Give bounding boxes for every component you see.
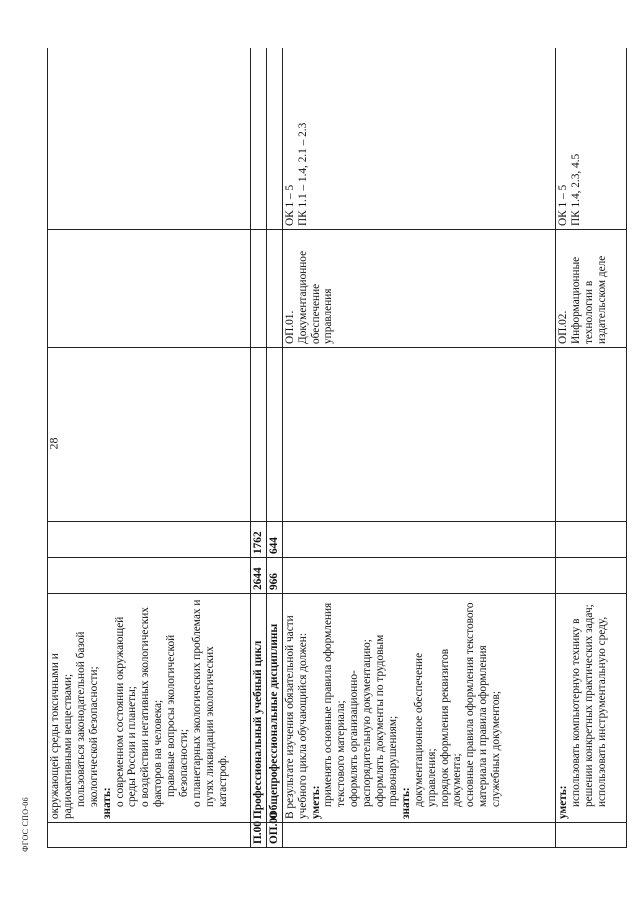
- cell-hours-total: 966: [266, 558, 282, 594]
- cell-content: [556, 594, 627, 823]
- cell-index: [556, 823, 627, 848]
- content-line: В результате изучения обязательной части учебного цикла обучающийся должен:: [283, 615, 309, 819]
- content-line: знать:: [100, 787, 113, 819]
- cell-index: [282, 823, 555, 848]
- content-line: уметь:: [557, 785, 570, 819]
- cell-hours-total: [556, 558, 627, 594]
- cell-empty: [282, 348, 555, 522]
- cell-index: [48, 823, 251, 848]
- cell-hours-required: 1762: [250, 522, 266, 558]
- content-line: окружающей среды токсичными и радиоактивными веществами;: [49, 653, 74, 819]
- cell-hours-required: [48, 522, 251, 558]
- cell-competencies: [266, 48, 282, 230]
- cell-hours-required: [556, 522, 627, 558]
- table-row-prof-cycle: [250, 48, 266, 848]
- cell-index: П.00: [250, 823, 266, 848]
- cell-empty: [48, 348, 251, 522]
- curriculum-table: [47, 48, 627, 848]
- table-body: [48, 48, 627, 848]
- content-line: применять основные правила оформления текстового материала;: [322, 602, 348, 807]
- cell-content: [48, 594, 251, 823]
- page-number: 28: [46, 437, 61, 450]
- cell-empty: [556, 348, 627, 522]
- table-row-ecology-continued: [48, 48, 251, 848]
- cell-competencies: [48, 48, 251, 230]
- content-line: о современном состоянии окружающей среды России и планеты;: [113, 616, 139, 807]
- content-line: использовать инструментальную среду,: [595, 616, 608, 807]
- cell-hours-total: [48, 558, 251, 594]
- content-line: использовать компьютерную технику в решении конкретных практических задач;: [569, 604, 595, 807]
- content-line: уметь:: [309, 785, 322, 819]
- footer-code: ФГОС СПО-06: [20, 797, 30, 852]
- content-line: правовые вопросы экологической безопасности;: [165, 634, 191, 797]
- cell-discipline: ОП.02. Информационные технологии в издательском деле: [556, 230, 627, 348]
- cell-discipline: ОП.01. Документационное обеспечение управления: [282, 230, 555, 348]
- cell-hours-total: 2644: [250, 558, 266, 594]
- cell-empty: [266, 348, 282, 522]
- table-row-op02: [556, 48, 627, 848]
- table-row-general-prof: [266, 48, 282, 848]
- cell-competencies: ОК 1 – 5 ПК 1.1 – 1.4, 2.1 – 2.3: [282, 48, 555, 230]
- curriculum-table-landscape: [47, 48, 627, 848]
- cell-index: ОП.00: [266, 823, 282, 848]
- cell-discipline: [266, 230, 282, 348]
- cell-content: Профессиональный учебный цикл: [250, 594, 266, 823]
- cell-hours-total: [282, 558, 555, 594]
- table-row-op01: [282, 48, 555, 848]
- content-line: оформлять документы по трудовым правонарушениям;: [374, 634, 399, 807]
- cell-competencies: [250, 48, 266, 230]
- cell-content: [282, 594, 555, 823]
- content-line: порядок оформления реквизитов документа;: [438, 648, 464, 807]
- content-line: знать:: [399, 787, 412, 819]
- cell-hours-required: [282, 522, 555, 558]
- content-line: документационное обеспечение управления;: [412, 652, 438, 807]
- content-line: о воздействии негативных экологических факторов на человека;: [139, 607, 165, 807]
- content-line: оформлять организационно-распорядительную документацию;: [348, 639, 374, 807]
- cell-hours-required: 644: [266, 522, 282, 558]
- rotated-table-frame: [47, 48, 627, 848]
- content-line: о планетарных экологических проблемах и путях ликвидации экологических катастроф.: [190, 599, 229, 807]
- cell-discipline: [250, 230, 266, 348]
- content-line: пользоваться законодательной базой экологической безопасности;: [74, 631, 100, 807]
- cell-content: Общепрофессиональные дисциплины: [266, 594, 282, 823]
- content-line: основные правила оформления текстового материала и правила оформления служебных документов;: [464, 602, 503, 807]
- cell-discipline: [48, 230, 251, 348]
- cell-competencies: ОК 1 – 5 ПК 1.4, 2.3, 4.5: [556, 48, 627, 230]
- cell-empty: [250, 348, 266, 522]
